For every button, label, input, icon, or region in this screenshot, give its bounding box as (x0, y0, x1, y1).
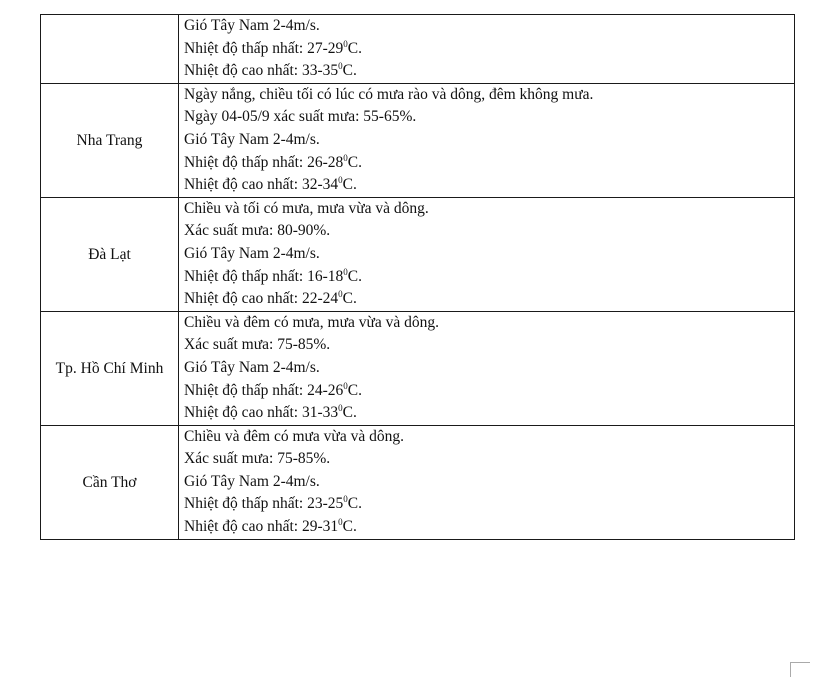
degree-symbol: 0 (343, 494, 348, 505)
city-name: Cần Thơ (82, 473, 137, 491)
degree-symbol: 0 (338, 403, 343, 414)
city-name: Tp. Hồ Chí Minh (55, 359, 164, 377)
forecast-cell (179, 197, 795, 311)
forecast-line: Ngày 04-05/9 xác suất mưa: 55-65%. (184, 108, 417, 126)
forecast-line: Chiều và đêm có mưa, mưa vừa và dông. (184, 313, 440, 331)
forecast-line: Xác suất mưa: 75-85%. (184, 336, 331, 354)
table-row (41, 197, 795, 311)
city-cell (41, 425, 179, 539)
forecast-cell (179, 425, 795, 539)
forecast-line: Nhiệt độ cao nhất: $33-35^0C$. (184, 61, 357, 80)
degree-symbol: 0 (343, 266, 348, 277)
forecast-line: Chiều và đêm có mưa vừa và dông. (184, 427, 404, 445)
forecast-line: Nhiệt độ thấp nhất: $16-18^0C$. (184, 266, 362, 285)
forecast-line: Nhiệt độ cao nhất: $29-31^0C$. (184, 517, 357, 536)
city-cell (41, 311, 179, 425)
forecast-line: Nhiệt độ cao nhất: $31-33^0C$. (184, 403, 357, 422)
city-cell (41, 197, 179, 311)
forecast-line: Xác suất mưa: 80-90%. (184, 222, 331, 240)
table-row (41, 425, 795, 539)
forecast-line: Gió Tây Nam 2-4m/s. (184, 472, 320, 490)
forecast-line: Nhiệt độ thấp nhất: $24-26^0C$. (184, 380, 362, 399)
page-corner-mark (790, 662, 810, 677)
city-cell (41, 83, 179, 197)
forecast-cell (179, 83, 795, 197)
forecast-line: Chiều và tối có mưa, mưa vừa và dông. (184, 199, 429, 217)
forecast-line: Gió Tây Nam 2-4m/s. (184, 358, 320, 376)
city-name: Nha Trang (76, 131, 143, 149)
forecast-line: Nhiệt độ cao nhất: $32-34^0C$. (184, 175, 357, 194)
forecast-cell (179, 311, 795, 425)
degree-symbol: 0 (343, 152, 348, 163)
city-cell (41, 15, 179, 84)
degree-symbol: 0 (343, 380, 348, 391)
forecast-line: Gió Tây Nam 2-4m/s. (184, 17, 320, 34)
forecast-line: Nhiệt độ thấp nhất: $27-29^0C$. (184, 38, 362, 57)
city-name: Đà Lạt (88, 245, 131, 263)
forecast-line: Nhiệt độ thấp nhất: $23-25^0C$. (184, 494, 362, 513)
degree-symbol: 0 (338, 289, 343, 300)
forecast-line: Gió Tây Nam 2-4m/s. (184, 244, 320, 262)
forecast-line: Ngày nắng, chiều tối có lúc có mưa rào và dông, đêm không mưa. (184, 85, 594, 103)
table-row (41, 311, 795, 425)
degree-symbol: 0 (338, 175, 343, 186)
forecast-line: Xác suất mưa: 75-85%. (184, 450, 331, 468)
degree-symbol: 0 (338, 517, 343, 528)
forecast-line: Gió Tây Nam 2-4m/s. (184, 130, 320, 148)
weather-forecast-table (40, 14, 795, 540)
forecast-cell (179, 15, 795, 84)
degree-symbol: 0 (338, 61, 343, 72)
table-row (41, 15, 795, 84)
degree-symbol: 0 (343, 38, 348, 49)
forecast-line: Nhiệt độ thấp nhất: $26-28^0C$. (184, 152, 362, 171)
forecast-line: Nhiệt độ cao nhất: $22-24^0C$. (184, 289, 357, 308)
table-row (41, 83, 795, 197)
